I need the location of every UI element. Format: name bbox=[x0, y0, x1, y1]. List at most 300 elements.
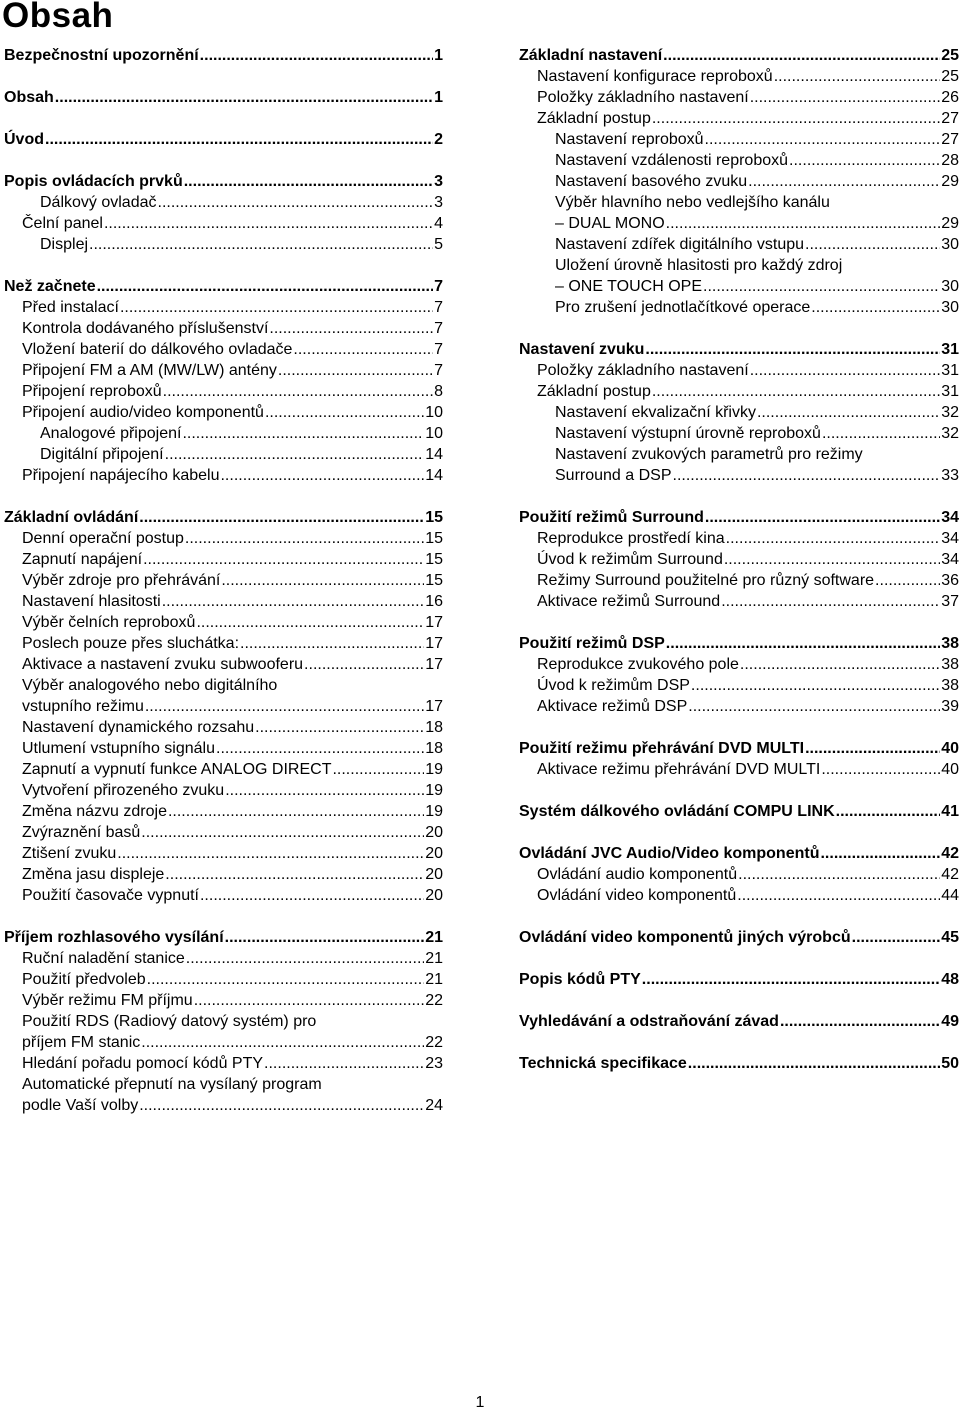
toc-entry-title: Použití režimů DSP bbox=[519, 635, 665, 652]
toc-entry-title: Nastavení hlasitosti bbox=[22, 593, 161, 610]
toc-entry-title: Připojení audio/video komponentů bbox=[22, 404, 264, 421]
toc-section-entry[interactable] bbox=[519, 1011, 959, 1032]
toc-entry-title: Displej bbox=[40, 236, 89, 253]
toc-section-entry[interactable] bbox=[519, 843, 959, 864]
toc-page-number: 38 bbox=[941, 635, 959, 652]
toc-page-number: 20 bbox=[425, 845, 443, 862]
toc-section-entry[interactable] bbox=[519, 738, 959, 759]
toc-page-number: 3 bbox=[434, 173, 443, 190]
toc-entry[interactable] bbox=[4, 549, 443, 570]
toc-entry[interactable] bbox=[4, 423, 443, 444]
toc-entry-title: Výběr analogového nebo digitálního bbox=[22, 677, 278, 694]
toc-entry[interactable] bbox=[519, 423, 959, 444]
toc-page-number: 38 bbox=[941, 656, 959, 673]
toc-page-number: 19 bbox=[425, 761, 443, 778]
toc-page-number: 15 bbox=[425, 572, 443, 589]
dot-leader bbox=[240, 633, 424, 654]
toc-section-entry[interactable] bbox=[519, 507, 959, 528]
toc-section-entry[interactable] bbox=[4, 276, 443, 297]
toc-page-number: 21 bbox=[425, 950, 443, 967]
toc-entry-title: Technická specifikace bbox=[519, 1055, 687, 1072]
toc-entry[interactable] bbox=[4, 318, 443, 339]
toc-entry[interactable] bbox=[4, 528, 443, 549]
dot-leader bbox=[666, 213, 941, 234]
toc-page-number: 41 bbox=[941, 803, 959, 820]
dot-leader bbox=[147, 969, 425, 990]
toc-page-number: 1 bbox=[434, 89, 443, 106]
toc-entry-title: Připojení napájecího kabelu bbox=[22, 467, 220, 484]
toc-page-number: 28 bbox=[941, 152, 959, 169]
toc-entry[interactable] bbox=[4, 738, 443, 759]
toc-entry-title: Ovládání JVC Audio/Video komponentů bbox=[519, 845, 820, 862]
dot-leader bbox=[663, 45, 940, 66]
toc-page-number: 20 bbox=[425, 887, 443, 904]
toc-entry-title: Systém dálkového ovládání COMPU LINK bbox=[519, 803, 835, 820]
dot-leader bbox=[645, 339, 940, 360]
toc-entry-title: Použití časovače vypnutí bbox=[22, 887, 199, 904]
dot-leader bbox=[163, 381, 433, 402]
toc-page-number: 17 bbox=[425, 635, 443, 652]
dot-leader bbox=[185, 528, 424, 549]
dot-leader bbox=[225, 927, 425, 948]
toc-entry[interactable] bbox=[519, 864, 959, 885]
dot-leader bbox=[117, 843, 424, 864]
toc-entry[interactable] bbox=[4, 864, 443, 885]
toc-entry[interactable] bbox=[519, 402, 959, 423]
toc-entry-title: Režimy Surround použitelné pro různý software bbox=[537, 572, 875, 589]
toc-entry-title: Připojení reproboxů bbox=[22, 383, 162, 400]
toc-page-number: 32 bbox=[941, 404, 959, 421]
dot-leader bbox=[265, 402, 424, 423]
toc-entry-title: Použití předvoleb bbox=[22, 971, 146, 988]
toc-section-entry[interactable] bbox=[519, 45, 959, 66]
toc-entry-title: Zvýraznění basů bbox=[22, 824, 141, 841]
dot-leader bbox=[774, 66, 941, 87]
toc-entry[interactable] bbox=[519, 381, 959, 402]
toc-entry-title: Aktivace režimů Surround bbox=[537, 593, 721, 610]
toc-entry-title: – DUAL MONO bbox=[555, 215, 665, 232]
toc-entry[interactable] bbox=[4, 717, 443, 738]
toc-entry-title: Popis ovládacích prvků bbox=[4, 173, 183, 190]
toc-entry-title: Dálkový ovladač bbox=[40, 194, 157, 211]
dot-leader bbox=[705, 129, 941, 150]
dot-leader bbox=[165, 444, 425, 465]
dot-leader bbox=[200, 885, 424, 906]
dot-leader bbox=[726, 528, 941, 549]
toc-entry-title: Základní postup bbox=[537, 383, 651, 400]
toc-entry[interactable] bbox=[4, 381, 443, 402]
toc-entry[interactable] bbox=[519, 528, 959, 549]
toc-entry-title: Hledání pořadu pomocí kódů PTY bbox=[22, 1055, 264, 1072]
dot-leader bbox=[780, 1011, 940, 1032]
toc-entry[interactable] bbox=[519, 297, 959, 318]
dot-leader bbox=[688, 1053, 940, 1074]
dot-leader bbox=[145, 696, 424, 717]
toc-page-number: 25 bbox=[941, 68, 959, 85]
dot-leader bbox=[55, 87, 433, 108]
toc-entry-title: Nastavení zdířek digitálního vstupu bbox=[555, 236, 805, 253]
toc-entry[interactable] bbox=[4, 801, 443, 822]
dot-leader bbox=[89, 234, 433, 255]
toc-entry[interactable] bbox=[519, 885, 959, 906]
dot-leader bbox=[158, 192, 434, 213]
toc-entry[interactable] bbox=[4, 780, 443, 801]
dot-leader bbox=[225, 780, 424, 801]
toc-section-entry[interactable] bbox=[4, 927, 443, 948]
toc-entry-title: Základní postup bbox=[537, 110, 651, 127]
toc-entry[interactable] bbox=[519, 654, 959, 675]
toc-page-number: 30 bbox=[941, 278, 959, 295]
toc-page-number: 34 bbox=[941, 530, 959, 547]
toc-entry-title: Reprodukce prostředí kina bbox=[537, 530, 725, 547]
toc-entry-title: Ruční naladění stanice bbox=[22, 950, 185, 967]
dot-leader bbox=[186, 948, 424, 969]
toc-page-number: 42 bbox=[941, 845, 959, 862]
page-title: Obsah bbox=[2, 0, 114, 35]
dot-leader bbox=[705, 507, 940, 528]
toc-page-number: 5 bbox=[434, 236, 443, 253]
toc-page-number: 16 bbox=[425, 593, 443, 610]
toc-entry-title: – ONE TOUCH OPE bbox=[555, 278, 702, 295]
toc-entry-title: Úvod k režimům Surround bbox=[537, 551, 723, 568]
dot-leader bbox=[805, 738, 940, 759]
toc-page-number: 48 bbox=[941, 971, 959, 988]
toc-page-number: 4 bbox=[434, 215, 443, 232]
dot-leader bbox=[332, 759, 424, 780]
toc-entry[interactable] bbox=[519, 234, 959, 255]
dot-leader bbox=[852, 927, 941, 948]
toc-section-entry[interactable] bbox=[519, 927, 959, 948]
dot-leader bbox=[162, 591, 424, 612]
dot-leader bbox=[182, 423, 424, 444]
toc-entry-title: Položky základního nastavení bbox=[537, 362, 749, 379]
dot-leader bbox=[642, 969, 940, 990]
toc-entry-title: Nastavení dynamického rozsahu bbox=[22, 719, 255, 736]
toc-entry-title: Poslech pouze přes sluchátka: bbox=[22, 635, 240, 652]
toc-page-number: 7 bbox=[434, 341, 443, 358]
toc-page-number: 31 bbox=[941, 383, 959, 400]
toc-page-number: 10 bbox=[425, 404, 443, 421]
toc-entry-title: Automatické přepnutí na vysílaný program bbox=[22, 1076, 322, 1093]
toc-page-number: 23 bbox=[425, 1055, 443, 1072]
toc-entry-title: Kontrola dodávaného příslušenství bbox=[22, 320, 269, 337]
toc-entry[interactable] bbox=[4, 654, 443, 675]
toc-section-entry[interactable] bbox=[519, 1053, 959, 1074]
toc-entry[interactable] bbox=[4, 402, 443, 423]
toc-entry-title: Aktivace režimů DSP bbox=[537, 698, 688, 715]
toc-entry-title: Příjem rozhlasového vysílání bbox=[4, 929, 224, 946]
toc-page-number: 33 bbox=[941, 467, 959, 484]
toc-page-number: 26 bbox=[941, 89, 959, 106]
toc-entry[interactable] bbox=[4, 444, 443, 465]
dot-leader bbox=[821, 759, 940, 780]
toc-entry-title: Ovládání audio komponentů bbox=[537, 866, 738, 883]
dot-leader bbox=[652, 108, 940, 129]
toc-entry-title: Denní operační postup bbox=[22, 530, 184, 547]
toc-entry[interactable] bbox=[519, 150, 959, 171]
toc-entry[interactable] bbox=[519, 213, 959, 234]
toc-page-number: 34 bbox=[941, 509, 959, 526]
toc-entry-title: Uložení úrovně hlasitosti pro každý zdroj bbox=[555, 257, 843, 274]
dot-leader bbox=[104, 213, 433, 234]
toc-page-number: 24 bbox=[425, 1097, 443, 1114]
toc-entry-title: Nastavení basového zvuku bbox=[555, 173, 748, 190]
toc-entry[interactable] bbox=[519, 87, 959, 108]
toc-entry[interactable] bbox=[519, 129, 959, 150]
toc-page-number: 15 bbox=[425, 530, 443, 547]
toc-page-number: 29 bbox=[941, 173, 959, 190]
toc-entry[interactable] bbox=[4, 885, 443, 906]
toc-entry[interactable] bbox=[4, 1053, 443, 1074]
toc-entry-title: Reprodukce zvukového pole bbox=[537, 656, 739, 673]
page-number: 1 bbox=[475, 1394, 485, 1411]
toc-entry-title: Nastavení zvukových parametrů pro režimy bbox=[555, 446, 863, 463]
dot-leader bbox=[278, 360, 433, 381]
toc-page-number: 30 bbox=[941, 236, 959, 253]
toc-entry-title: Nastavení reproboxů bbox=[555, 131, 704, 148]
toc-entry[interactable] bbox=[519, 66, 959, 87]
toc-page-number: 36 bbox=[941, 572, 959, 589]
toc-right-column bbox=[519, 45, 959, 1074]
toc-entry-title: podle Vaší volby bbox=[22, 1097, 139, 1114]
toc-page-number: 49 bbox=[941, 1013, 959, 1030]
dot-leader bbox=[97, 276, 434, 297]
dot-leader bbox=[652, 381, 940, 402]
toc-page-number: 21 bbox=[425, 929, 443, 946]
toc-page-number: 3 bbox=[434, 194, 443, 211]
toc-page-number: 42 bbox=[941, 866, 959, 883]
dot-leader bbox=[805, 234, 940, 255]
toc-entry[interactable] bbox=[4, 297, 443, 318]
dot-leader bbox=[750, 87, 941, 108]
toc-entry-title: Použití režimu přehrávání DVD MULTI bbox=[519, 740, 805, 757]
toc-entry-title: Obsah bbox=[4, 89, 54, 106]
toc-page-number: 44 bbox=[941, 887, 959, 904]
toc-section-entry[interactable] bbox=[4, 45, 443, 66]
toc-entry-title: Aktivace a nastavení zvuku subwooferu bbox=[22, 656, 304, 673]
toc-page-number: 19 bbox=[425, 782, 443, 799]
toc-entry-title: Bezpečnostní upozornění bbox=[4, 47, 199, 64]
toc-entry-title: Než začnete bbox=[4, 278, 96, 295]
toc-page-number: 17 bbox=[425, 698, 443, 715]
toc-page-number: 10 bbox=[425, 425, 443, 442]
toc-entry-title: příjem FM stanic bbox=[22, 1034, 141, 1051]
dot-leader bbox=[688, 696, 940, 717]
toc-entry-title: Připojení FM a AM (MW/LW) antény bbox=[22, 362, 277, 379]
dot-leader bbox=[168, 801, 424, 822]
dot-leader bbox=[738, 864, 940, 885]
toc-entry-title: Základní ovládání bbox=[4, 509, 139, 526]
dot-leader bbox=[789, 150, 940, 171]
toc-page-number: 29 bbox=[941, 215, 959, 232]
toc-entry-title: Výběr čelních reproboxů bbox=[22, 614, 196, 631]
toc-entry-title: Vytvoření přirozeného zvuku bbox=[22, 782, 225, 799]
toc-entry-title: Nastavení výstupní úrovně reproboxů bbox=[555, 425, 821, 442]
toc-entry[interactable] bbox=[4, 990, 443, 1011]
toc-section-entry[interactable] bbox=[519, 339, 959, 360]
toc-page-number: 2 bbox=[434, 131, 443, 148]
dot-leader bbox=[721, 591, 940, 612]
toc-entry[interactable] bbox=[519, 360, 959, 381]
dot-leader bbox=[141, 1032, 424, 1053]
toc-entry-title: Použití režimů Surround bbox=[519, 509, 704, 526]
toc-entry-title: Nastavení zvuku bbox=[519, 341, 645, 358]
toc-entry-title: Nastavení vzdálenosti reproboxů bbox=[555, 152, 789, 169]
dot-leader bbox=[120, 297, 433, 318]
toc-page-number: 40 bbox=[941, 740, 959, 757]
toc-entry-title: Použití RDS (Radiový datový systém) pro bbox=[22, 1013, 317, 1030]
toc-entry[interactable] bbox=[4, 1032, 443, 1053]
toc-entry[interactable] bbox=[4, 948, 443, 969]
toc-entry-title: Nastavení ekvalizační křivky bbox=[555, 404, 756, 421]
dot-leader bbox=[811, 297, 940, 318]
dot-leader bbox=[45, 129, 433, 150]
toc-entry[interactable] bbox=[4, 822, 443, 843]
toc-page-number: 27 bbox=[941, 110, 959, 127]
toc-page-number: 34 bbox=[941, 551, 959, 568]
toc-page-number: 22 bbox=[425, 992, 443, 1009]
dot-leader bbox=[820, 843, 940, 864]
toc-entry[interactable] bbox=[4, 1095, 443, 1116]
dot-leader bbox=[264, 1053, 424, 1074]
toc-page-number: 45 bbox=[941, 929, 959, 946]
toc-page-number: 14 bbox=[425, 467, 443, 484]
toc-entry-title: Položky základního nastavení bbox=[537, 89, 749, 106]
toc-page-number: 30 bbox=[941, 299, 959, 316]
toc-entry[interactable] bbox=[4, 213, 443, 234]
dot-leader bbox=[666, 633, 940, 654]
dot-leader bbox=[822, 423, 940, 444]
toc-page-number: 7 bbox=[434, 362, 443, 379]
toc-entry[interactable] bbox=[4, 591, 443, 612]
toc-page-number: 25 bbox=[941, 47, 959, 64]
toc-page-number: 39 bbox=[941, 698, 959, 715]
dot-leader bbox=[165, 864, 424, 885]
toc-entry-title: Před instalací bbox=[22, 299, 119, 316]
toc-page-number: 20 bbox=[425, 866, 443, 883]
dot-leader bbox=[757, 402, 940, 423]
toc-page-number: 21 bbox=[425, 971, 443, 988]
toc-entry-title: Aktivace režimu přehrávání DVD MULTI bbox=[537, 761, 821, 778]
toc-page-number: 37 bbox=[941, 593, 959, 610]
toc-page-number: 17 bbox=[425, 614, 443, 631]
toc-entry[interactable] bbox=[519, 108, 959, 129]
toc-entry-title: Zapnutí a vypnutí funkce ANALOG DIRECT bbox=[22, 761, 332, 778]
dot-leader bbox=[139, 507, 424, 528]
toc-page-number: 19 bbox=[425, 803, 443, 820]
toc-entry-title: Vyhledávání a odstraňování závad bbox=[519, 1013, 779, 1030]
toc-section-entry[interactable] bbox=[4, 507, 443, 528]
dot-leader bbox=[737, 885, 940, 906]
toc-entry-title: Čelní panel bbox=[22, 215, 103, 232]
toc-page-number: 7 bbox=[434, 278, 443, 295]
toc-entry[interactable] bbox=[519, 276, 959, 297]
toc-entry[interactable] bbox=[519, 759, 959, 780]
toc-page-number: 38 bbox=[941, 677, 959, 694]
toc-section-entry[interactable] bbox=[519, 633, 959, 654]
dot-leader bbox=[143, 549, 424, 570]
toc-entry[interactable] bbox=[4, 192, 443, 213]
toc-entry[interactable] bbox=[519, 171, 959, 192]
toc-entry[interactable] bbox=[4, 843, 443, 864]
toc-section-entry[interactable] bbox=[4, 87, 443, 108]
toc-page-number: 31 bbox=[941, 341, 959, 358]
toc-page-number: 14 bbox=[425, 446, 443, 463]
toc-entry[interactable] bbox=[519, 696, 959, 717]
toc-page-number: 27 bbox=[941, 131, 959, 148]
dot-leader bbox=[750, 360, 941, 381]
toc-entry[interactable] bbox=[4, 633, 443, 654]
dot-leader bbox=[255, 717, 424, 738]
dot-leader bbox=[748, 171, 940, 192]
toc-entry-title: Digitální připojení bbox=[40, 446, 164, 463]
toc-entry[interactable] bbox=[4, 234, 443, 255]
toc-entry-title: vstupního režimu bbox=[22, 698, 144, 715]
toc-entry-title: Popis kódů PTY bbox=[519, 971, 641, 988]
toc-section-entry[interactable] bbox=[4, 171, 443, 192]
toc-entry[interactable] bbox=[4, 360, 443, 381]
dot-leader bbox=[836, 801, 941, 822]
toc-entry[interactable] bbox=[4, 570, 443, 591]
toc-entry[interactable] bbox=[4, 612, 443, 633]
dot-leader bbox=[293, 339, 433, 360]
toc-entry[interactable] bbox=[4, 465, 443, 486]
toc-entry[interactable] bbox=[519, 570, 959, 591]
toc-entry-title: Analogové připojení bbox=[40, 425, 182, 442]
toc-page-number: 18 bbox=[425, 740, 443, 757]
toc-entry[interactable] bbox=[4, 696, 443, 717]
dot-leader bbox=[875, 570, 940, 591]
toc-entry[interactable] bbox=[519, 549, 959, 570]
dot-leader bbox=[139, 1095, 424, 1116]
toc-entry[interactable] bbox=[4, 969, 443, 990]
toc-entry[interactable] bbox=[519, 591, 959, 612]
toc-section-entry[interactable] bbox=[519, 969, 959, 990]
toc-page-number: 40 bbox=[941, 761, 959, 778]
toc-page-number: 18 bbox=[425, 719, 443, 736]
toc-section-entry[interactable] bbox=[4, 129, 443, 150]
toc-entry-title: Surround a DSP bbox=[555, 467, 672, 484]
toc-entry[interactable] bbox=[4, 339, 443, 360]
toc-page-number: 1 bbox=[434, 47, 443, 64]
toc-entry[interactable] bbox=[4, 759, 443, 780]
toc-entry[interactable] bbox=[519, 465, 959, 486]
dot-leader bbox=[691, 675, 940, 696]
toc-entry-title: Ztišení zvuku bbox=[22, 845, 117, 862]
toc-left-column bbox=[4, 45, 443, 1116]
toc-page-number: 32 bbox=[941, 425, 959, 442]
dot-leader bbox=[221, 570, 424, 591]
dot-leader bbox=[673, 465, 941, 486]
toc-section-entry[interactable] bbox=[519, 801, 959, 822]
dot-leader bbox=[196, 612, 424, 633]
toc-entry-title: Vložení baterií do dálkového ovladače bbox=[22, 341, 293, 358]
toc-entry[interactable] bbox=[519, 675, 959, 696]
toc-page-number: 7 bbox=[434, 320, 443, 337]
toc-page-number: 15 bbox=[425, 551, 443, 568]
dot-leader bbox=[184, 171, 433, 192]
toc-entry-title: Ovládání video komponentů jiných výrobců bbox=[519, 929, 851, 946]
toc-entry-title: Zapnutí napájení bbox=[22, 551, 143, 568]
dot-leader bbox=[304, 654, 424, 675]
toc-page-number: 17 bbox=[425, 656, 443, 673]
toc-page-number: 7 bbox=[434, 299, 443, 316]
dot-leader bbox=[740, 654, 940, 675]
toc-entry-title: Pro zrušení jednotlačítkové operace bbox=[555, 299, 811, 316]
dot-leader bbox=[703, 276, 940, 297]
toc-entry-title: Utlumení vstupního signálu bbox=[22, 740, 215, 757]
dot-leader bbox=[216, 738, 424, 759]
